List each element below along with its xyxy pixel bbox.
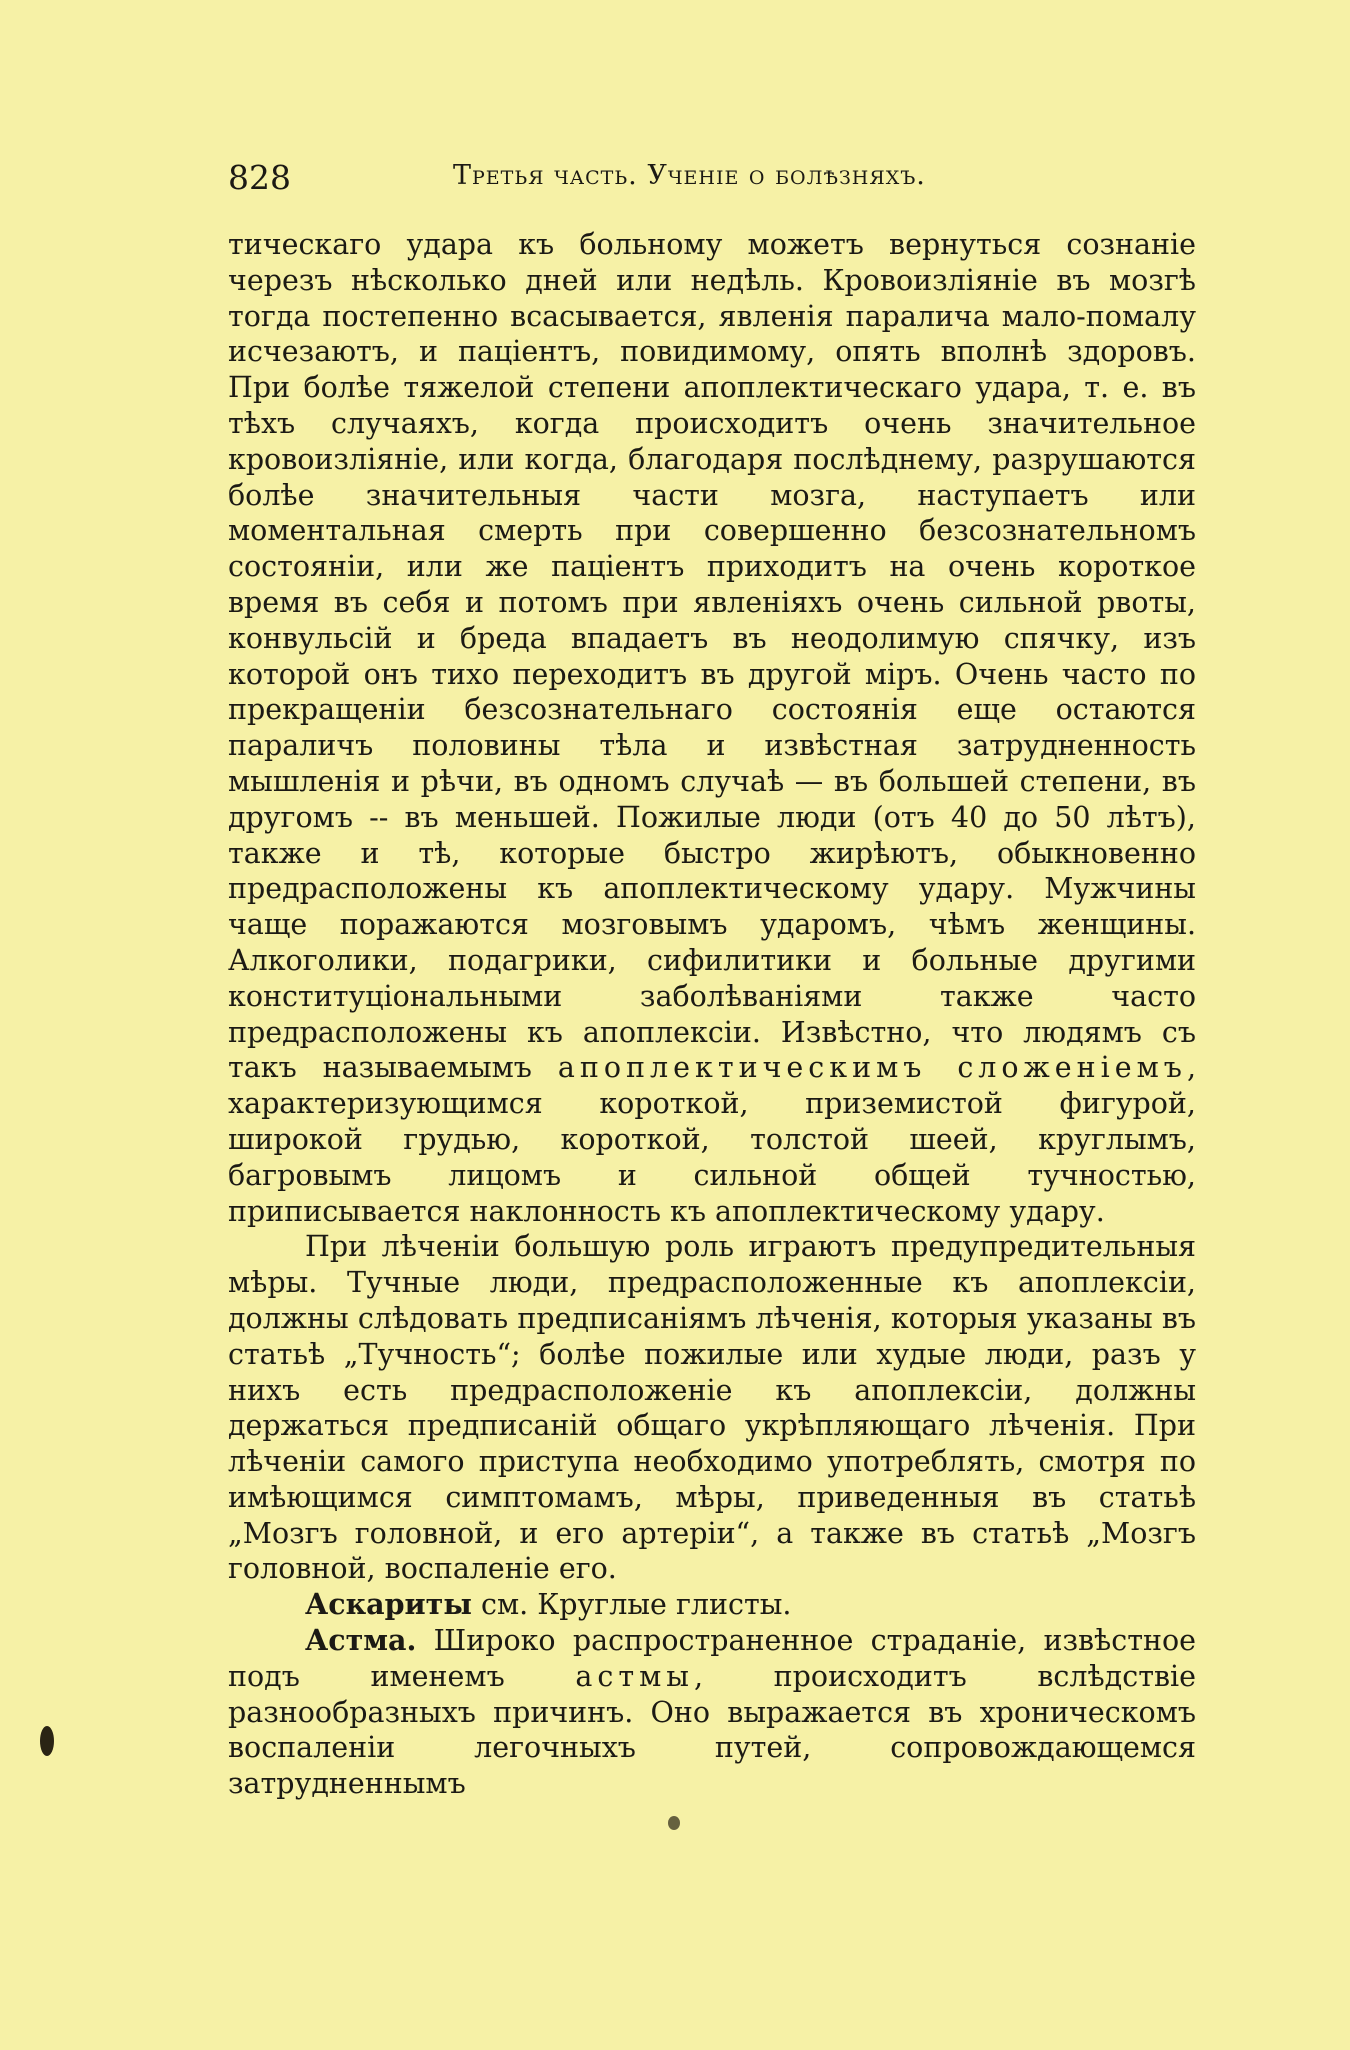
entry-asthma <box>228 1623 1196 1802</box>
entry-text: см. Круглые глисты. <box>471 1588 792 1622</box>
paragraph-text: При лѣченіи большую роль играютъ предупредительныя мѣры. Тучные люди, предрасположенные къ апоплексіи, должны слѣдовать предписаніямъ лѣченія, которыя указаны въ статьѣ „Тучность“; болѣе пожилые или худые люди, разъ у нихъ есть предрасположеніе къ апоплексіи, должны держаться предписаній общаго укрѣпляющаго лѣченія. При лѣченіи самого приступа необходимо употреблять, смотря по имѣющимся симптомамъ, мѣры, приведенныя въ статьѣ „Мозгъ головной, и его артеріи“, а также въ статьѣ „Мозгъ головной, воспаленіе его. <box>228 1230 1196 1586</box>
entry-text-end: , происходитъ вслѣдствіе разнообразныхъ причинъ. Оно выражается въ хроническомъ воспаленіи легочныхъ путей, сопровождающемся затрудненнымъ <box>228 1659 1196 1801</box>
entry-text: Широко распространенное страданіе, извѣстное подъ именемъ <box>228 1624 1196 1693</box>
paragraph-apoplexy-continued <box>228 227 1196 1229</box>
paragraph-treatment <box>228 1229 1196 1587</box>
body-text <box>228 227 1196 1802</box>
page-header <box>228 158 1196 198</box>
entry-term: Аскариты <box>305 1587 472 1622</box>
paragraph-text-end: , характеризующимся короткой, приземистой фигурой, широкой грудью, короткой, толстой шеей, круглымъ, багровымъ лицомъ и сильной общей тучностью, приписывается наклонность къ апоплектическому удару. <box>228 1051 1196 1228</box>
spaced-term: астмы <box>575 1659 694 1693</box>
entry-term: Астма. <box>305 1623 417 1658</box>
entry-ascarids <box>228 1587 1196 1623</box>
ink-blot-bottom <box>668 1816 680 1830</box>
ink-blot-margin <box>40 1726 54 1756</box>
running-title: Третья часть. Ученіе о болѣзняхъ. <box>453 160 926 191</box>
page-number: 828 <box>228 158 291 197</box>
spaced-term: апоплектическимъ сложеніемъ <box>557 1051 1187 1085</box>
paragraph-text: тическаго удара къ больному можетъ вернуться сознаніе черезъ нѣсколько дней или недѣль. Кровоизліяніе въ мозгѣ тогда постепенно всасывается, явленія паралича мало-помалу исчезаютъ, и паціентъ, повидимому, опять вполнѣ здоровъ. При болѣе тяжелой степени апоплектическаго удара, т. е. въ тѣхъ случаяхъ, когда происходитъ очень значительное кровоизліяніе, или когда, благодаря послѣднему, разрушаются болѣе значительныя части мозга, наступаетъ или моментальная смерть при совершенно безсознательномъ состояніи, или же паціентъ приходитъ на очень короткое время въ себя и потомъ при явленіяхъ очень сильной рвоты, конвульсій и бреда впадаетъ въ неодолимую спячку, изъ которой онъ тихо переходитъ въ другой міръ. Очень часто по прекращеніи безсознательнаго состоянія еще остаются параличъ половины тѣла и извѣстная затрудненность мышленія и рѣчи, въ одномъ случаѣ — въ большей степени, въ другомъ -- въ меньшей. Пожилые люди (отъ 40 до 50 лѣтъ), также и тѣ, которые быстро жирѣютъ, обыкновенно предрасположены къ апоплектическому удару. Мужчины чаще поражаются мозговымъ ударомъ, чѣмъ женщины. Алкоголики, подагрики, сифилитики и больные другими конституціональными заболѣваніями также часто предрасположены къ апоплексіи. Извѣстно, что людямъ съ такъ называемымъ <box>228 228 1196 1085</box>
